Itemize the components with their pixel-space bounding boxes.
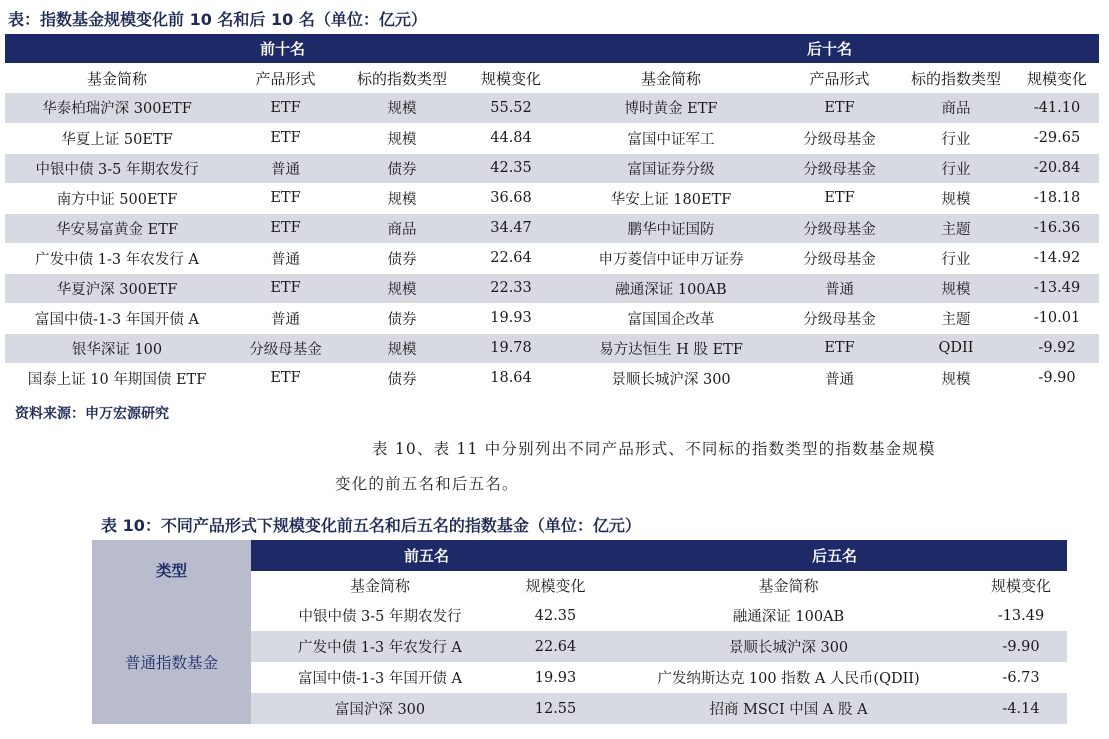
bottom-fund-name-cell: 融通深证 100AB [560,273,782,303]
top-scale-change-cell: 42.35 [509,600,602,631]
type-header: 类型 [92,540,251,600]
top-fund-name-cell: 中银中债 3-5 年期农发行 [5,153,229,183]
top-scale-change-cell: 19.93 [462,303,560,333]
bottom-scale-change-cell: -20.84 [1015,153,1099,183]
col-header-index-type: 标的指数类型 [342,63,462,93]
bottom-fund-name-cell: 富国中证军工 [560,123,782,153]
top-product-form-cell: ETF [229,363,342,393]
bottom-product-form-cell: 普通 [782,273,897,303]
source-note: 资料来源：申万宏源研究 [15,406,169,422]
top-fund-name-cell: 南方中证 500ETF [5,183,229,213]
col-header-fund-name: 基金简称 [349,577,410,595]
top-fund-name-cell: 中银中债 3-5 年期农发行 [251,600,509,631]
bottom-index-type-cell: 行业 [897,153,1015,183]
bottom-index-type-cell: 规模 [897,183,1015,213]
bottom-fund-name-cell: 申万菱信中证申万证券 [560,243,782,273]
bottom-scale-change-cell: -14.92 [1015,243,1099,273]
top-scale-change-cell: 44.84 [462,123,560,153]
top-fund-name-cell: 广发中债 1-3 年农发行 A [251,631,509,662]
bottom-product-form-cell: ETF [782,333,897,363]
top-product-form-cell: ETF [229,183,342,213]
top-index-type-cell: 规模 [342,333,462,363]
paragraph-line-2: 变化的前五名和后五名。 [335,475,519,493]
table-row [5,273,1099,303]
bottom-scale-change-cell: -16.36 [1015,213,1099,243]
bottom-fund-name-cell: 融通深证 100AB [602,600,975,631]
bottom-scale-change-cell: -9.90 [975,631,1067,662]
bottom-fund-name-cell: 博时黄金 ETF [560,93,782,123]
top-fund-name-cell: 华安易富黄金 ETF [5,213,229,243]
col-header-index-type: 标的指数类型 [897,63,1015,93]
top-product-form-cell: 普通 [229,243,342,273]
top-fund-name-cell: 华夏上证 50ETF [5,123,229,153]
bottom-index-type-cell: 商品 [897,93,1015,123]
top-scale-change-cell: 42.35 [462,153,560,183]
bottom-scale-change-cell: -13.49 [1015,273,1099,303]
group-header-bottom5: 后五名 [602,540,1067,571]
table-row [5,183,1099,213]
table-row [5,363,1099,393]
bottom-fund-name-cell: 华安上证 180ETF [560,183,782,213]
group-header-bottom10: 后十名 [560,34,1099,63]
product-form-table [92,540,1067,724]
group-header-top5: 前五名 [251,540,602,571]
col-header-scale-change: 规模变化 [1015,63,1099,93]
top-fund-name-cell: 富国中债-1-3 年国开债 A [251,662,509,693]
bottom-scale-change-cell: -9.92 [1015,333,1099,363]
category-cell: 普通指数基金 [92,600,251,724]
bottom-product-form-cell: 普通 [782,363,897,393]
col-header-product-form: 产品形式 [229,63,342,93]
top-fund-name-cell: 富国沪深 300 [251,693,509,724]
bottom-product-form-cell: 分级母基金 [782,213,897,243]
table-row [5,333,1099,363]
top-fund-name-cell: 富国中债-1-3 年国开债 A [5,303,229,333]
top-product-form-cell: 分级母基金 [229,333,342,363]
bottom-fund-name-cell: 景顺长城沪深 300 [560,363,782,393]
bottom-index-type-cell: 主题 [897,303,1015,333]
bottom-fund-name-cell: 广发纳斯达克 100 指数 A 人民币(QDII) [602,662,975,693]
top-scale-change-cell: 22.33 [462,273,560,303]
bottom-index-type-cell: 行业 [897,123,1015,153]
table-row [5,303,1099,333]
top-scale-change-cell: 22.64 [462,243,560,273]
top-index-type-cell: 债券 [342,153,462,183]
col-header-fund-name: 基金简称 [560,63,782,93]
bottom-index-type-cell: 规模 [897,273,1015,303]
top-product-form-cell: ETF [229,93,342,123]
col-header-fund-name: 基金简称 [5,63,229,93]
paragraph-line-1: 表 10、表 11 中分别列出不同产品形式、不同标的指数类型的指数基金规模 [372,440,936,458]
top-scale-change-cell: 18.64 [462,363,560,393]
top-scale-change-cell: 12.55 [509,693,602,724]
table1-caption: 表：指数基金规模变化前 10 名和后 10 名（单位：亿元） [8,10,427,29]
bottom-scale-change-cell: -13.49 [975,600,1067,631]
top-product-form-cell: ETF [229,273,342,303]
bottom-product-form-cell: ETF [782,183,897,213]
table-row [5,123,1099,153]
col-header-scale-change: 规模变化 [991,577,1052,595]
bottom-scale-change-cell: -9.90 [1015,363,1099,393]
table-row [5,93,1099,123]
top-fund-name-cell: 广发中债 1-3 年农发行 A [5,243,229,273]
top-product-form-cell: ETF [229,123,342,153]
bottom-product-form-cell: 分级母基金 [782,243,897,273]
bottom-product-form-cell: 分级母基金 [782,123,897,153]
top-index-type-cell: 商品 [342,213,462,243]
table2-caption: 表 10：不同产品形式下规模变化前五名和后五名的指数基金（单位：亿元） [101,516,641,535]
col-header-fund-name: 基金简称 [758,577,819,595]
top-index-type-cell: 规模 [342,273,462,303]
top-product-form-cell: 普通 [229,153,342,183]
table-row [5,213,1099,243]
top-fund-name-cell: 国泰上证 10 年期国债 ETF [5,363,229,393]
top-scale-change-cell: 19.78 [462,333,560,363]
col-header-scale-change: 规模变化 [462,63,560,93]
bottom-fund-name-cell: 招商 MSCI 中国 A 股 A [602,693,975,724]
group-header-top10: 前十名 [5,34,560,63]
bottom-product-form-cell: 分级母基金 [782,303,897,333]
bottom-product-form-cell: 分级母基金 [782,153,897,183]
bottom-fund-name-cell: 易方达恒生 H 股 ETF [560,333,782,363]
top-fund-name-cell: 银华深证 100 [5,333,229,363]
col-header-product-form: 产品形式 [782,63,897,93]
bottom-fund-name-cell: 景顺长城沪深 300 [602,631,975,662]
bottom-scale-change-cell: -29.65 [1015,123,1099,153]
table-row [5,243,1099,273]
top-fund-name-cell: 华夏沪深 300ETF [5,273,229,303]
top-scale-change-cell: 19.93 [509,662,602,693]
bottom-fund-name-cell: 富国证券分级 [560,153,782,183]
top-scale-change-cell: 55.52 [462,93,560,123]
bottom-scale-change-cell: -18.18 [1015,183,1099,213]
table-row [5,153,1099,183]
top-product-form-cell: ETF [229,213,342,243]
bottom-scale-change-cell: -10.01 [1015,303,1099,333]
top-index-type-cell: 规模 [342,93,462,123]
top-index-type-cell: 债券 [342,363,462,393]
top-scale-change-cell: 22.64 [509,631,602,662]
top-product-form-cell: 普通 [229,303,342,333]
bottom-index-type-cell: QDII [897,333,1015,363]
top-scale-change-cell: 36.68 [462,183,560,213]
col-header-scale-change: 规模变化 [525,577,586,595]
top-scale-change-cell: 34.47 [462,213,560,243]
bottom-index-type-cell: 主题 [897,213,1015,243]
bottom-scale-change-cell: -6.73 [975,662,1067,693]
bottom-product-form-cell: ETF [782,93,897,123]
top-index-type-cell: 规模 [342,183,462,213]
bottom-fund-name-cell: 富国国企改革 [560,303,782,333]
bottom-index-type-cell: 行业 [897,243,1015,273]
top-fund-name-cell: 华泰柏瑞沪深 300ETF [5,93,229,123]
bottom-scale-change-cell: -41.10 [1015,93,1099,123]
top-index-type-cell: 规模 [342,123,462,153]
bottom-scale-change-cell: -4.14 [975,693,1067,724]
top-bottom-10-table [5,34,1099,394]
table-row [92,600,1067,631]
bottom-fund-name-cell: 鹏华中证国防 [560,213,782,243]
bottom-index-type-cell: 规模 [897,363,1015,393]
top-index-type-cell: 债券 [342,303,462,333]
top-index-type-cell: 债券 [342,243,462,273]
